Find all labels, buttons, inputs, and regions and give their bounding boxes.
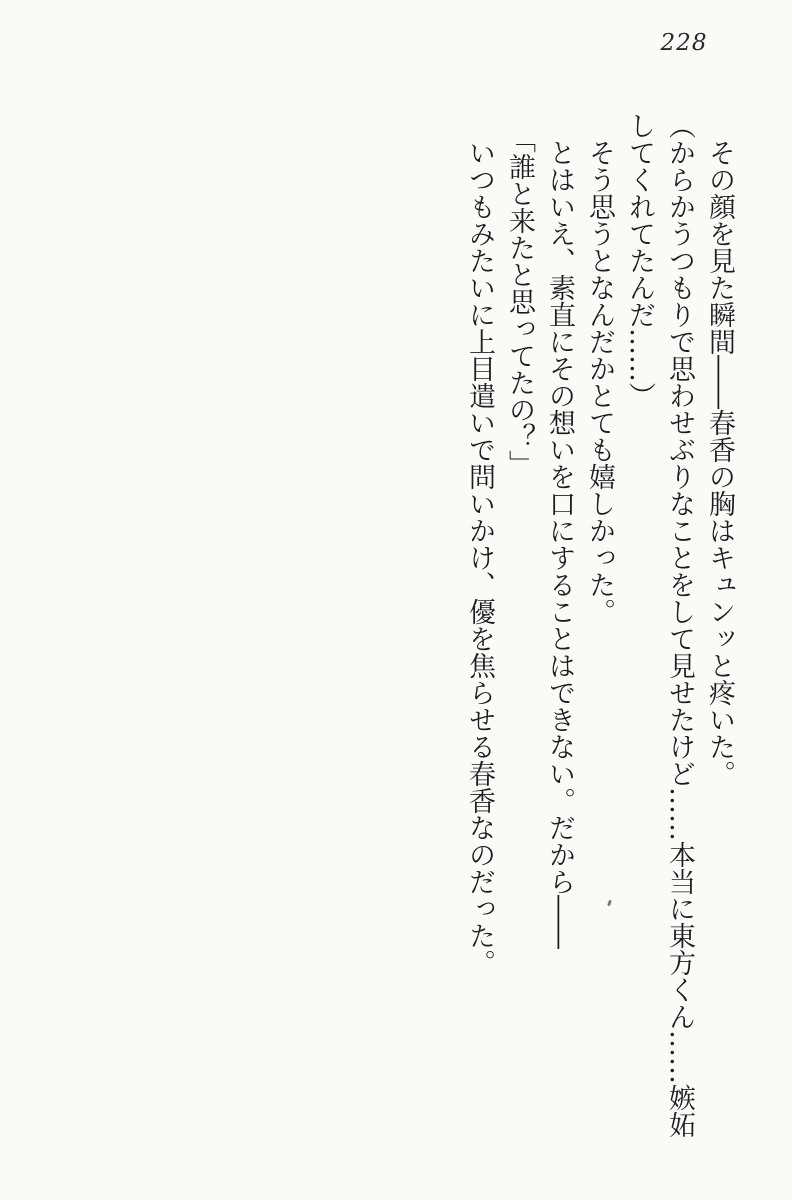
text-line: そう思うとなんだかとても嬉しかった。 bbox=[584, 139, 615, 625]
vertical-text-block bbox=[459, 112, 739, 1192]
text-line: とはいえ、素直にその想いを口にすることはできない。だから―― bbox=[544, 139, 575, 949]
text-line: いつもみたいに上目遣いで問いかけ、優を焦らせる春香なのだった。 bbox=[464, 139, 495, 976]
text-line: （からかうつもりで思わせぶりなことをして見せたけど……本当に東方くん……嫉妬 bbox=[664, 112, 695, 1138]
page-number: 228 bbox=[660, 30, 708, 56]
text-line: その顔を見た瞬間――春香の胸はキュンッと疼いた。 bbox=[704, 139, 735, 787]
text-line: してくれてたんだ……） bbox=[624, 112, 655, 409]
text-line: 「誰と来たと思ってたの？」 bbox=[504, 126, 535, 477]
